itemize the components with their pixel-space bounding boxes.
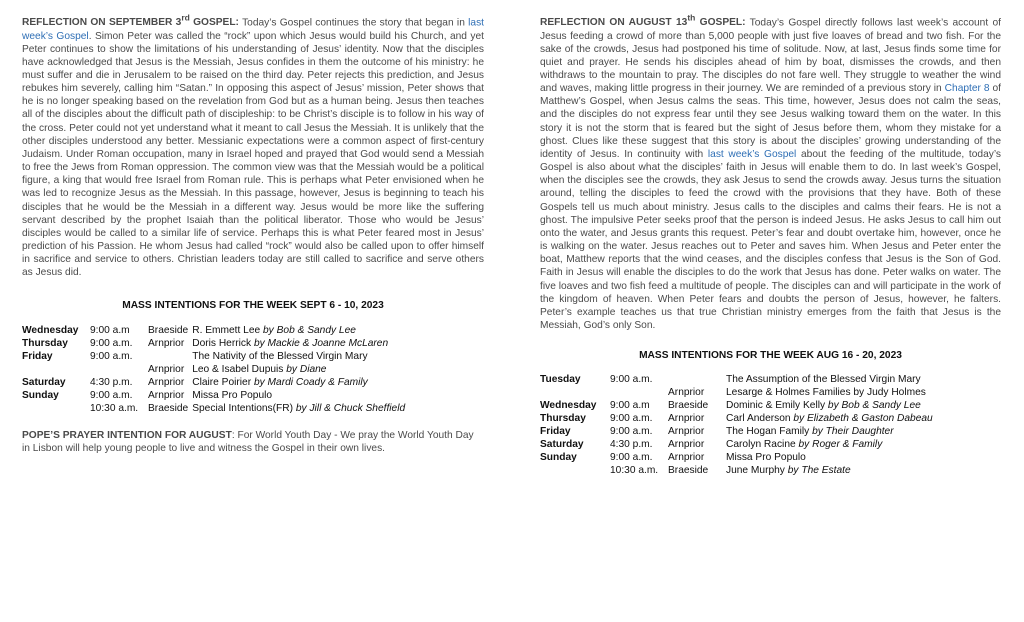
pope-prayer-intention bbox=[22, 429, 484, 455]
mass-intention-by: by Jill & Chuck Sheffield bbox=[295, 402, 406, 414]
mass-intention-row bbox=[540, 438, 933, 451]
mass-time: 10:30 a.m. bbox=[610, 465, 659, 477]
mass-time: 9:00 a.m. bbox=[90, 389, 133, 401]
pope-prayer-text: : For World Youth Day - We pray the World Youth Day in Lisbon will help young people to live and witness the Gospel in their own lives. bbox=[22, 429, 474, 454]
mass-place: Braeside bbox=[148, 402, 189, 414]
mass-intention bbox=[726, 373, 933, 386]
mass-day: Friday bbox=[540, 426, 571, 438]
mass-place: Arnprior bbox=[148, 389, 185, 401]
mass-day: Friday bbox=[22, 350, 53, 362]
mass-place: Arnprior bbox=[148, 337, 185, 349]
mass-intention-row bbox=[540, 412, 933, 425]
mass-intention-name: Carolyn Racine bbox=[726, 439, 796, 451]
mass-intention-name: The Nativity of the Blessed Virgin Mary bbox=[192, 350, 368, 362]
mass-intention-by: by Roger & Family bbox=[798, 439, 883, 451]
mass-intention-by: by The Estate bbox=[787, 465, 851, 477]
mass-intention-by: by Diane bbox=[286, 363, 327, 375]
reflection-heading bbox=[540, 13, 746, 29]
mass-intention-row bbox=[540, 451, 933, 464]
mass-day: Sunday bbox=[22, 389, 59, 401]
mass-intention-name: The Assumption of the Blessed Virgin Mary bbox=[726, 374, 921, 386]
left-column bbox=[22, 12, 484, 455]
mass-intention-row bbox=[22, 324, 405, 337]
last-weeks-gospel-link[interactable]: last week’s Gospel bbox=[22, 17, 485, 42]
mass-intentions-table bbox=[22, 324, 405, 415]
mass-time bbox=[610, 386, 668, 399]
mass-intention-row bbox=[22, 350, 405, 363]
mass-intention-by: by Bob & Sandy Lee bbox=[827, 400, 921, 412]
mass-time: 9:00 a.m. bbox=[90, 350, 133, 362]
mass-intention-name: Missa Pro Populo bbox=[192, 389, 273, 401]
mass-intention bbox=[192, 350, 405, 363]
mass-intention-by: by Elizabeth & Gaston Dabeau bbox=[793, 413, 933, 425]
mass-place: Arnprior bbox=[668, 439, 705, 451]
reflection-heading-sup: th bbox=[687, 13, 696, 23]
pope-prayer-heading: POPE’S PRAYER INTENTION FOR AUGUST bbox=[22, 429, 232, 441]
reflection-text: Today’s Gospel directly follows last week’s account of Jesus feeding a crowd of more than 5,000 people with just five loaves of bread and two fish. For the sake of the crowds, Jesus had postponed his time of solitude. Now, at last, Jesus finds some time for quiet and prayer. He sends his disciples ahead of him by boat, dismisses the crowds, and then withdraws to the mountain to pray. The disciples do not fare well. They struggle to weather the wind and waves, making little progress in their journey. We are reminded of a previous story in bbox=[540, 17, 1001, 95]
mass-intention-name: Special Intentions(FR) bbox=[192, 402, 294, 414]
mass-place: Braeside bbox=[668, 400, 709, 412]
mass-place: Arnprior bbox=[668, 413, 705, 425]
mass-time: 10:30 a.m. bbox=[90, 402, 139, 414]
reflection-heading-sup: rd bbox=[181, 13, 190, 23]
reflection-september-3 bbox=[22, 12, 484, 280]
mass-time: 9:00 a.m. bbox=[610, 413, 653, 425]
mass-intention bbox=[192, 389, 405, 402]
mass-intention-name: Carl Anderson bbox=[726, 413, 791, 425]
mass-intention bbox=[726, 425, 933, 438]
mass-day: Wednesday bbox=[540, 400, 597, 412]
mass-place: Arnprior bbox=[668, 426, 705, 438]
mass-intention bbox=[192, 324, 405, 337]
mass-intentions-table bbox=[540, 373, 933, 477]
mass-day: Thursday bbox=[540, 413, 586, 425]
mass-intention-name: Leo & Isabel Dupuis bbox=[192, 363, 284, 375]
mass-intentions-title: MASS INTENTIONS FOR THE WEEK SEPT 6 - 10, 2023 bbox=[122, 299, 384, 311]
mass-intention-row bbox=[22, 363, 405, 376]
mass-day: Thursday bbox=[22, 337, 68, 349]
mass-intention-name: Doris Herrick bbox=[192, 337, 252, 349]
mass-place: Braeside bbox=[668, 465, 709, 477]
right-column bbox=[540, 12, 1001, 477]
reflection-text: of Matthew’s Gospel, when Jesus calms the seas. This time, however, Jesus does not calm the seas, and the disciples do not express fear until they see Jesus walking toward them on the water. In this story it is not the storm that is feared but the sight of Jesus before them, whom they mistake for a ghost. Clues like these suggest that this story is about the disciples’ growing understanding of the identity of Jesus. In continuity with bbox=[540, 83, 1001, 160]
mass-intention bbox=[726, 399, 933, 412]
mass-time: 9:00 a.m bbox=[610, 400, 650, 412]
mass-intention-name: R. Emmett Lee bbox=[192, 324, 261, 336]
mass-intention-name: Claire Poirier bbox=[192, 376, 252, 388]
mass-intention-row bbox=[540, 425, 933, 438]
mass-place: Arnprior bbox=[668, 452, 705, 464]
reflection-text: Today’s Gospel continues the story that began in bbox=[238, 17, 469, 29]
mass-intentions-title: MASS INTENTIONS FOR THE WEEK AUG 16 - 20, 2023 bbox=[639, 350, 902, 362]
reflection-text: about the feeding of the multitude, today’s Gospel is also about what the disciples’ faith in Jesus will enable them to do. In last week’s Gospel, when the disciples see the crowds, they ask Jesus to send the crowds away. Jesus turns the situation around, telling the disciples to feed the crowd with the provisions that they have. Both of these Gospels tell us much about ministry. Jesus calls to the disciples and calms their fears. He is not a ghost. The impulsive Peter seeks proof that the person is indeed Jesus. He asks Jesus to call him out onto the water, and Jesus grants this request. Peter’s fear and doubt overtake him, however, once he is walking on the water. Jesus reaches out to Peter and saves him. When Jesus and Peter enter the boat, Matthew reports that the wind ceases, and the disciples confess that Jesus is the Son of God. Faith in Jesus will enable the disciples to do the work that Jesus has done. Peter walks on water. The five loaves and two fish feed a multitude of people. The disciples can and will participate in the work of the kingdom of heaven. When Peter fears and doubts the person of Jesus, however, he falters. Peter’s example teaches us that true Christian ministry emerges from the faith that Jesus is the Messiah, God’s only Son. bbox=[540, 148, 1002, 331]
reflection-august-13 bbox=[540, 12, 1001, 332]
mass-intention-row bbox=[540, 386, 933, 399]
mass-intention-row bbox=[22, 337, 405, 350]
mass-time: 9:00 a.m. bbox=[90, 337, 133, 349]
mass-day: Sunday bbox=[540, 452, 577, 464]
mass-day: Saturday bbox=[22, 376, 66, 388]
mass-intention bbox=[192, 363, 405, 376]
mass-intention bbox=[726, 451, 933, 464]
mass-intention-by: by Mardi Coady & Family bbox=[253, 376, 368, 388]
mass-place: Arnprior bbox=[148, 363, 185, 375]
mass-intention bbox=[192, 376, 405, 389]
mass-time: 9:00 a.m. bbox=[610, 374, 653, 386]
mass-time bbox=[90, 363, 148, 376]
mass-time: 9:00 a.m bbox=[90, 324, 130, 336]
mass-intention-name: Missa Pro Populo bbox=[726, 452, 806, 464]
mass-day: Tuesday bbox=[540, 374, 581, 386]
mass-place bbox=[148, 350, 192, 363]
mass-intention-by: by Mackie & Joanne McLaren bbox=[253, 337, 389, 349]
mass-intention-name: Lesarge & Holmes Families by Judy Holmes bbox=[726, 387, 926, 399]
mass-intention bbox=[726, 438, 933, 451]
mass-place: Arnprior bbox=[148, 376, 185, 388]
last-weeks-gospel-link[interactable]: last week’s Gospel bbox=[707, 148, 797, 160]
mass-time: 9:00 a.m. bbox=[610, 452, 653, 464]
mass-intention bbox=[726, 412, 933, 425]
mass-intention bbox=[726, 386, 933, 399]
mass-day bbox=[540, 386, 610, 399]
mass-intention bbox=[192, 337, 405, 350]
mass-intention-row bbox=[540, 464, 933, 477]
mass-day: Saturday bbox=[540, 439, 584, 451]
mass-time: 9:00 a.m. bbox=[610, 426, 653, 438]
mass-place: Arnprior bbox=[668, 387, 705, 399]
reflection-heading-colon: GOSPEL: bbox=[695, 17, 746, 29]
reflection-heading-text: REFLECTION ON AUGUST 13 bbox=[540, 17, 688, 29]
mass-place: Braeside bbox=[148, 324, 189, 336]
chapter-8-link[interactable]: Chapter 8 bbox=[944, 83, 990, 95]
reflection-text: . Simon Peter was called the “rock” upon which Jesus would build his Church, and yet Peter continues to show the limitations of his understanding of Jesus’ identity. Now that the disciples have acknowledged that Jesus is the Messiah, Jesus confides in them the outcome of his ministry: he must suffer and die in Jerusalem to be raised on the third day. Peter rejects this prediction, and Jesus rebukes him severely, calling him “Satan.” In opposing this aspect of Jesus’ mission, Peter shows that he is no longer speaking based on the revelation from God but as a human being. Jesus then teaches all of the disciples about the difficult path of discipleship: to be Christ’s disciple is to follow in his way of the cross. Peter could not yet understand what it meant to call Jesus the Messiah. It is unlikely that the other disciples understood any better. Messianic expectations were a common aspect of first-century Judaism. Under Roman occupation, many in Israel hoped and prayed that God would send a Messiah to free the Jews from Roman oppression. The common view was that the Messiah would be a political figure, a king that would free Israel from Roman rule. This is perhaps what Peter envisioned when he was led to recognize Jesus as the Messiah. In this passage, however, Jesus is beginning to teach his disciples that he would be the Messiah in a different way. Jesus would be more like the suffering servant described by the prophet Isaiah than the political liberator. Those who would be Jesus’ disciples would be called to a similar life of service. Perhaps this is what Peter feared most in Jesus’ prediction of his Passion. He whom Jesus had called “rock” would also be called upon to offer himself in sacrifice and service to others. Christian leaders today are still called to sacrifice and serve others as Jesus did. bbox=[22, 30, 484, 279]
mass-intention-row bbox=[540, 399, 933, 412]
mass-intention-row bbox=[540, 373, 933, 386]
mass-day bbox=[22, 363, 90, 376]
mass-intention-row bbox=[22, 389, 405, 402]
mass-intention bbox=[726, 464, 933, 477]
reflection-heading-colon: GOSPEL: bbox=[189, 17, 239, 29]
mass-place bbox=[668, 373, 726, 386]
mass-day bbox=[540, 464, 610, 477]
mass-intention-name: June Murphy bbox=[726, 465, 785, 477]
mass-intention-row bbox=[22, 402, 405, 415]
mass-intention-row bbox=[22, 376, 405, 389]
mass-intention bbox=[192, 402, 405, 415]
mass-day bbox=[22, 402, 90, 415]
mass-time: 4:30 p.m. bbox=[610, 439, 653, 451]
reflection-heading-text: REFLECTION ON SEPTEMBER 3 bbox=[22, 17, 182, 29]
mass-day: Wednesday bbox=[22, 324, 79, 336]
mass-intention-by: by Their Daughter bbox=[812, 426, 894, 438]
mass-intention-by: by Bob & Sandy Lee bbox=[263, 324, 356, 336]
mass-intention-name: The Hogan Family bbox=[726, 426, 810, 438]
mass-intention-name: Dominic & Emily Kelly bbox=[726, 400, 826, 412]
mass-time: 4:30 p.m. bbox=[90, 376, 133, 388]
reflection-heading bbox=[22, 13, 239, 29]
